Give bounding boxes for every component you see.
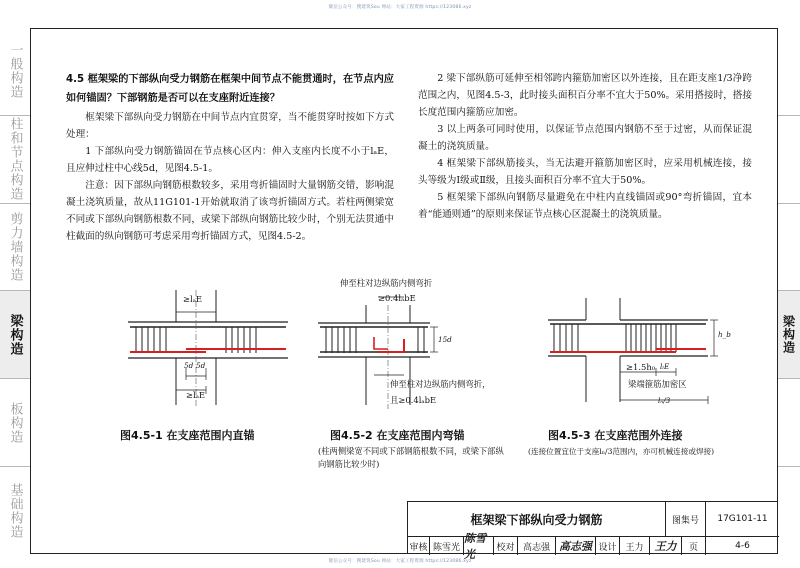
watermark-top: 微信公众号：搜建筑Sou 网站：大家工程资源 https://123086.xyz xyxy=(328,5,472,10)
figure-note: ≥0.4lₐbE xyxy=(378,293,416,303)
dim-label: h_b xyxy=(718,330,731,339)
review-label: 审核 xyxy=(408,537,430,555)
right-tab-4-active[interactable]: 梁构造 xyxy=(778,291,800,379)
paragraph: 5 框架梁下部纵向钢筋尽量避免在中柱内直线锚固或90°弯折锚固，宜本着“能通则通”的原则来保证节点核心区混凝土的浇筑质量。 xyxy=(418,192,752,220)
figure-4-5-1-drawing xyxy=(128,290,288,410)
right-tab-1[interactable] xyxy=(778,28,800,116)
dim-label: 5d xyxy=(196,361,206,370)
left-tab-2[interactable]: 柱和节点构造 xyxy=(0,116,30,204)
paragraph: 1 下部纵向受力钢筋锚固在节点核心区内：伸入支座内长度不小于lₐE，且应伸过柱中心线5d，见图4.5-1。 xyxy=(66,146,394,174)
figure-caption: 图4.5-2 在支座范围内弯锚 xyxy=(330,429,465,442)
dim-label: 梁端箍筋加密区 xyxy=(628,379,687,389)
right-tab-3[interactable] xyxy=(778,204,800,292)
right-tab-6[interactable] xyxy=(778,467,800,554)
dim-label: ≥1.5h₀ xyxy=(626,362,656,372)
title-block xyxy=(407,501,778,561)
figure-note: 伸至柱对边纵筋内侧弯折， xyxy=(390,379,491,389)
paragraph: 3 以上两条可同时使用，以保证节点范围内钢筋不至于过密，从而保证混凝土的浇筑质量。 xyxy=(418,124,752,152)
review-name: 陈雪光 xyxy=(430,537,464,555)
figure-caption: 图4.5-1 在支座范围内直锚 xyxy=(120,429,255,442)
dim-label: 15d xyxy=(438,335,452,344)
check-label: 校对 xyxy=(494,537,518,555)
figure-4-5-1 xyxy=(128,290,288,410)
left-tab-1[interactable]: 一般构造 xyxy=(0,28,30,116)
check-name: 高志强 xyxy=(518,537,556,555)
left-tab-5[interactable]: 板构造 xyxy=(0,379,30,467)
right-tab-5[interactable] xyxy=(778,379,800,467)
review-signature: 陈雪光 xyxy=(464,537,494,555)
figure-4-5-3 xyxy=(548,298,738,408)
check-signature: 高志强 xyxy=(556,537,596,555)
dim-label: lₙ/3 xyxy=(658,396,671,405)
paragraph-note: 注意：因下部纵向钢筋根数较多，采用弯折锚固时大量钢筋交错，影响混凝土浇筑质量，故从11G101-1开始就取消了该弯折锚固方式。若柱两侧梁宽不同或下部纵向钢筋根数不同，或梁下部纵向钢筋比较少时，个别无法贯通中柱截面的纵向钢筋可考虑采用弯折锚固方式，见图4.5-2。 xyxy=(66,180,394,242)
left-tab-column xyxy=(0,28,30,554)
right-tab-column xyxy=(778,28,800,554)
paragraph: 2 梁下部纵筋可延伸至相邻跨内箍筋加密区以外连接，且在距支座1/3净跨范围之内，见图4.5-3，此时接头面积百分率不宜大于50%。采用搭接时，搭接长度范围内箍筋应加密。 xyxy=(418,73,752,118)
right-text-column xyxy=(418,70,752,223)
drawing-title: 框架梁下部纵向受力钢筋 xyxy=(408,502,666,537)
right-tab-2[interactable] xyxy=(778,116,800,204)
dim-label: 5d xyxy=(184,361,194,370)
left-text-column xyxy=(66,70,394,245)
figure-subnote: (连接位置宜位于支座lₙ/3范围内，亦可机械连接或焊接) xyxy=(528,447,715,456)
paragraph: 框架梁下部纵向受力钢筋在中间节点内宜贯穿，当不能贯穿时按如下方式处理： xyxy=(66,112,394,140)
figure-4-5-3-drawing xyxy=(548,298,738,408)
dim-label: lₗE xyxy=(660,362,670,371)
dim-label: ≥lₐE xyxy=(186,390,206,400)
left-tab-4-active[interactable]: 梁构造 xyxy=(0,291,30,379)
atlas-label: 图集号 xyxy=(666,502,706,537)
figure-note: 伸至柱对边纵筋内侧弯折 xyxy=(340,278,433,288)
question-title: 4.5 框架梁的下部纵向受力钢筋在框架中间节点不能贯通时，在节点内应如何锚固？下部钢筋是否可以在支座附近连接？ xyxy=(66,74,394,104)
atlas-value: 17G101-11 xyxy=(706,502,779,537)
page-label: 页 xyxy=(682,537,706,555)
figure-caption: 图4.5-3 在支座范围外连接 xyxy=(548,429,683,442)
design-label: 设计 xyxy=(596,537,620,555)
page-value: 4-6 xyxy=(735,541,750,551)
design-name: 王力 xyxy=(620,537,650,555)
watermark-bottom: 微信公众号：搜建筑Sou 网站：大家工程资源 https://123086.xyz xyxy=(328,559,472,564)
figure-note: 且≥0.4lₐbE xyxy=(390,395,437,405)
dim-label: ≥lₐE xyxy=(183,294,203,304)
design-signature: 王力 xyxy=(650,537,682,555)
paragraph: 4 框架梁下部纵筋接头，当无法避开箍筋加密区时，应采用机械连接，接头等级为Ⅰ级或Ⅱ级，且接头面积百分率不宜大于50%。 xyxy=(418,158,752,186)
left-tab-6[interactable]: 基础构造 xyxy=(7,482,23,539)
figure-subnote: (柱两侧梁宽不同或下部钢筋根数不同，或梁下部纵向钢筋比较少时) xyxy=(318,446,504,469)
left-tab-3[interactable]: 剪力墙构造 xyxy=(0,204,30,292)
